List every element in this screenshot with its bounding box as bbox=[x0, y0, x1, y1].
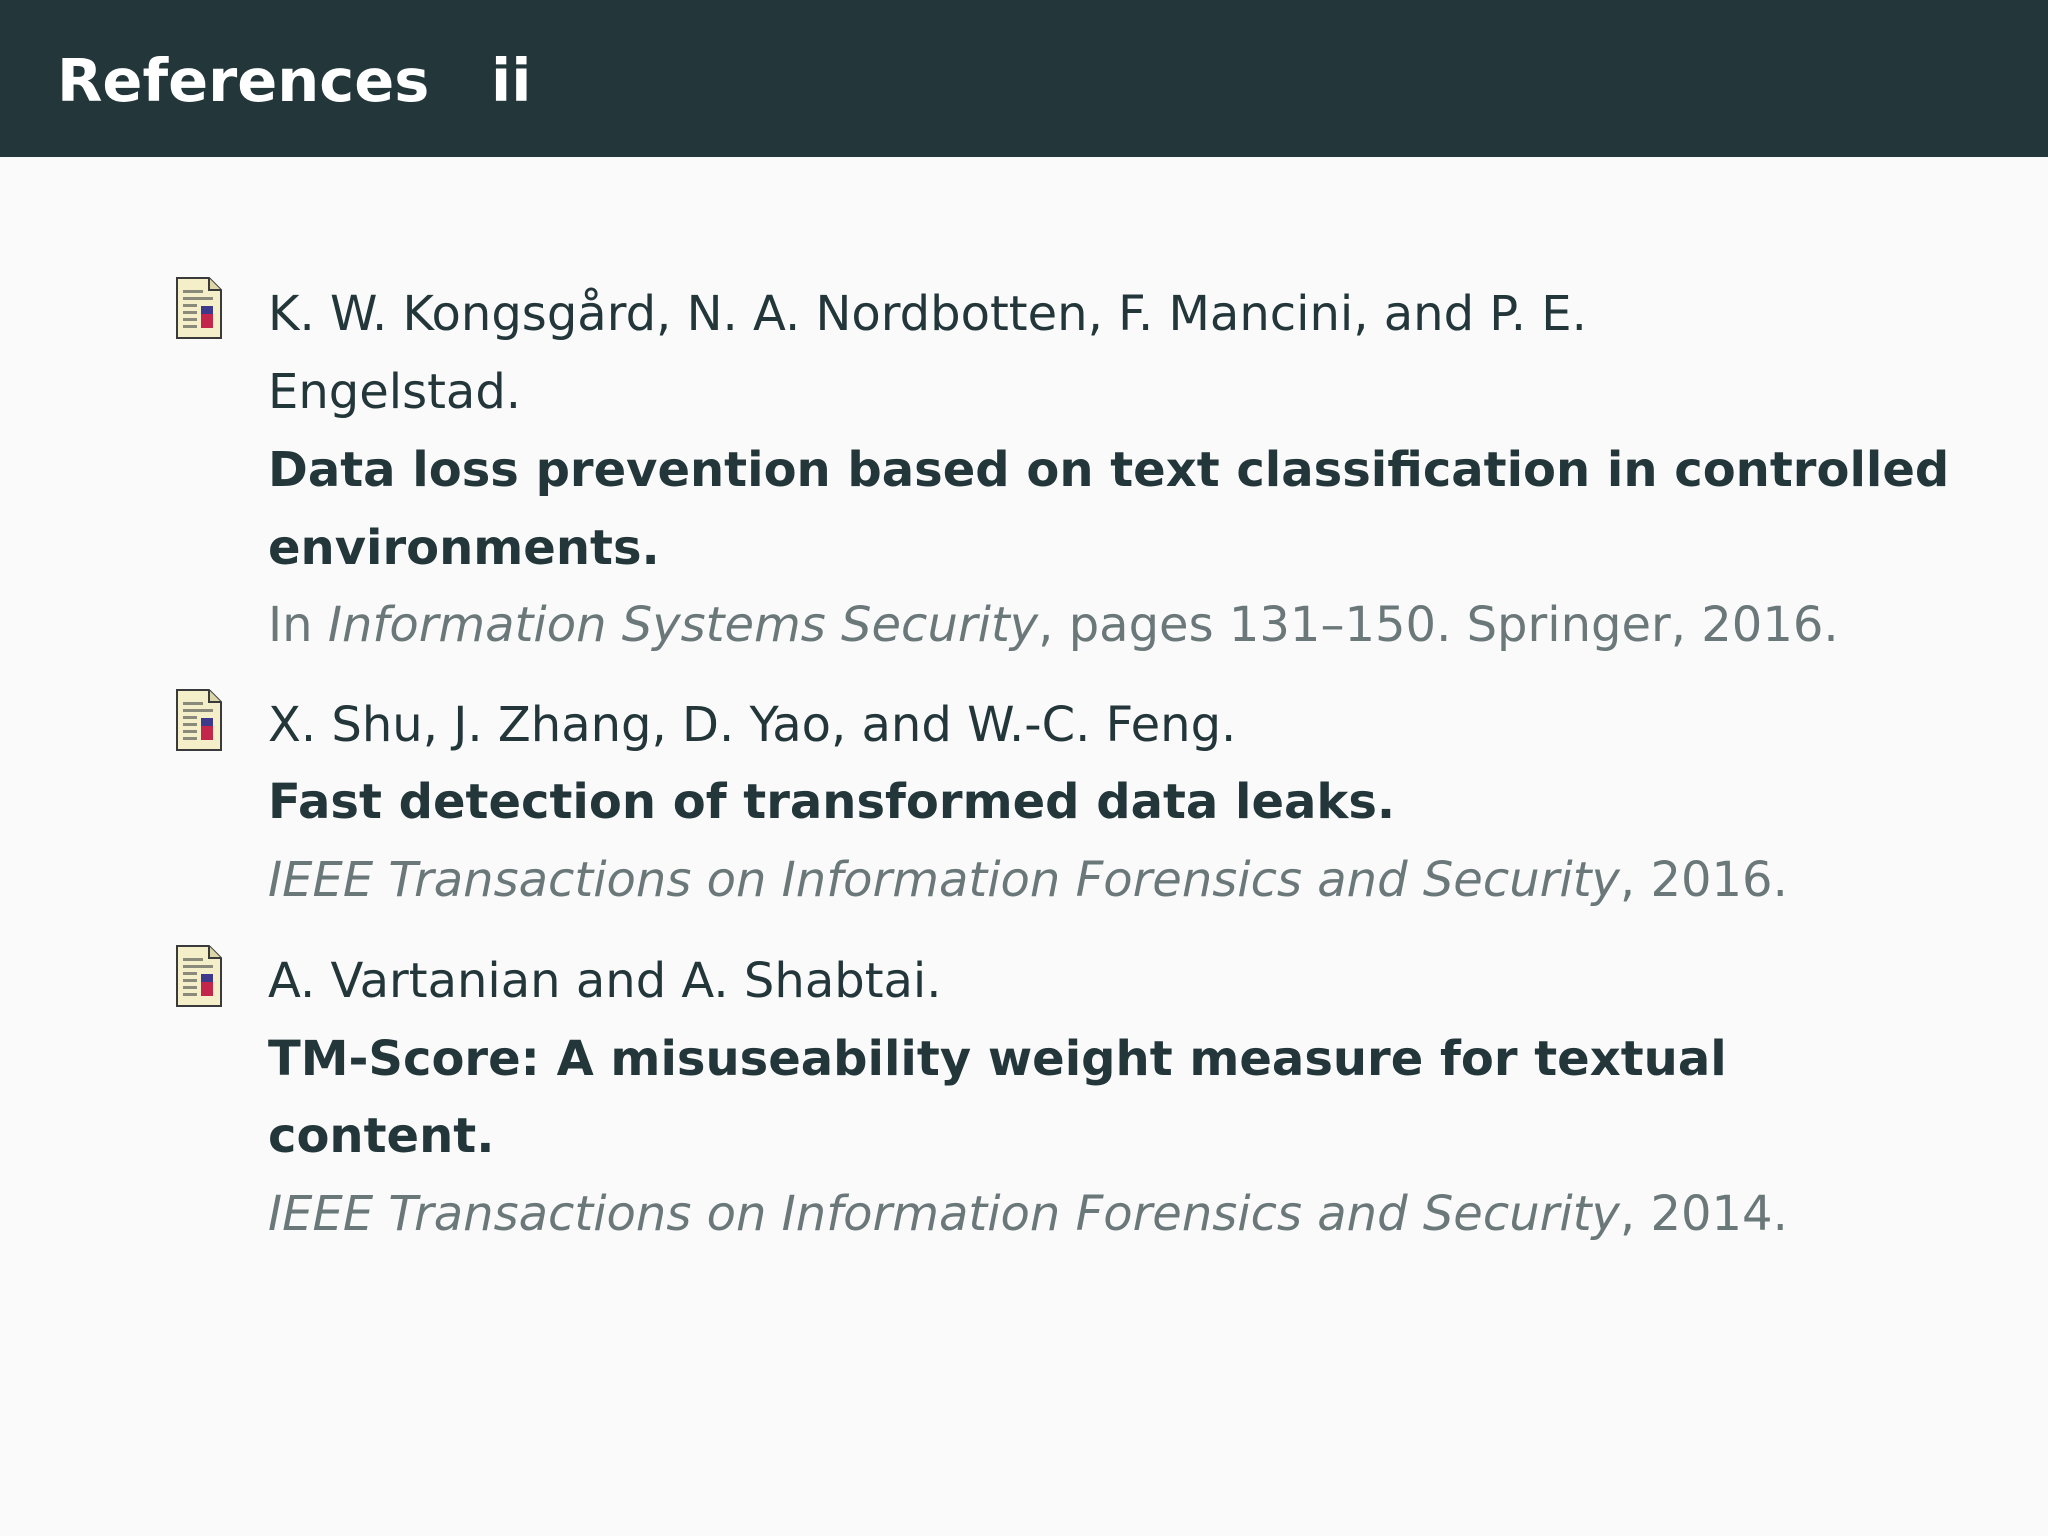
article-icon bbox=[175, 276, 223, 340]
bib-venue bbox=[268, 850, 1868, 910]
article-icon bbox=[175, 944, 223, 1008]
bib-title-line2: content. bbox=[268, 1108, 495, 1164]
bib-venue-details: , 2014. bbox=[1619, 1186, 1788, 1242]
bib-venue-name: Information Systems Security bbox=[327, 597, 1039, 653]
bib-venue-details: , 2016. bbox=[1619, 852, 1788, 908]
bib-venue-name: IEEE Transactions on Information Forensics and Security bbox=[268, 852, 1620, 908]
bib-title-line1: Fast detection of transformed data leaks. bbox=[268, 774, 1396, 830]
bib-title-line1: TM-Score: A misuseability weight measure for textual bbox=[268, 1031, 1727, 1087]
bib-authors-line1: A. Vartanian and A. Shabtai. bbox=[268, 953, 942, 1009]
bib-authors-line1: K. W. Kongsgård, N. A. Nordbotten, F. Mancini, and P. E. bbox=[268, 286, 1587, 342]
bib-venue-prefix: In bbox=[268, 597, 328, 653]
frame-page-marker: ii bbox=[490, 46, 532, 115]
frame-title-label: References bbox=[57, 46, 430, 115]
bib-authors-line2: Engelstad. bbox=[268, 364, 522, 420]
bib-title-line2: environments. bbox=[268, 520, 660, 576]
bib-venue bbox=[268, 1184, 1868, 1244]
bib-venue-name: IEEE Transactions on Information Forensics and Security bbox=[268, 1186, 1620, 1242]
bib-venue bbox=[268, 595, 1868, 655]
article-icon bbox=[175, 688, 223, 752]
bib-authors-line1: X. Shu, J. Zhang, D. Yao, and W.-C. Feng. bbox=[268, 697, 1237, 753]
bib-title-line1: Data loss prevention based on text classification in controlled bbox=[268, 442, 1950, 498]
bib-venue-details: , pages 131–150. Springer, 2016. bbox=[1038, 597, 1839, 653]
